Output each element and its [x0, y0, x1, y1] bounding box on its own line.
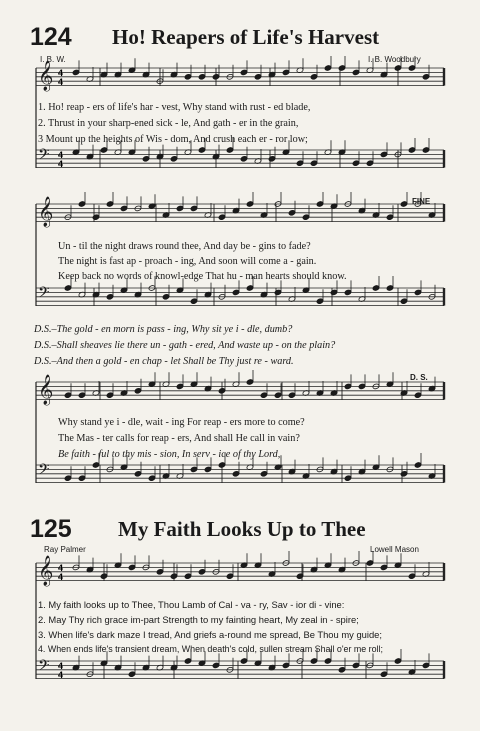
staff — [36, 192, 444, 228]
staff — [36, 551, 444, 587]
lyric-line: The Mas - ter calls for reap - ers, And shall He call in vain? — [58, 433, 300, 444]
lyric-line: Keep back no words of knowl-edge That hu - man hearts should know. — [58, 271, 347, 282]
hymn-number: 125 — [30, 515, 72, 543]
treble-clef-icon: 𝄞 — [38, 197, 54, 227]
time-signature: 4 — [58, 670, 64, 680]
time-signature: 4 — [58, 150, 64, 160]
lyric-line: 1. My faith looks up to Thee, Thou Lamb of Cal - va - ry, Sav - ior di - vine: — [38, 599, 345, 610]
hymn-number: 124 — [30, 23, 72, 51]
ds-marker: D. S. — [410, 373, 428, 382]
lyric-line: 3. When life's dark maze I tread, And griefs a-round me spread, Be Thou my guide; — [38, 629, 382, 640]
words-credit: I. B. W. — [40, 55, 66, 64]
lyric-line: 2. Thrust in your sharp-ened sick - le, And gath - er in the grain, — [38, 118, 299, 129]
time-signature: 4 — [58, 661, 64, 671]
lyric-line: 1. Ho! reap - ers of life's har - vest, Why stand with rust - ed blade, — [38, 102, 311, 113]
ds-lyric-line: D.S.–Shall sheaves lie there un - gath - ered, And waste up - on the plain? — [34, 340, 336, 351]
time-signature: 4 — [58, 563, 64, 573]
hymn-title: Ho! Reapers of Life's Harvest — [112, 25, 380, 49]
music-credit: Lowell Mason — [370, 545, 419, 554]
treble-clef-icon: 𝄞 — [38, 61, 54, 91]
lyric-line: Un - til the night draws round thee, And day be - gins to fade? — [58, 241, 311, 252]
time-signature: 4 — [58, 68, 64, 78]
fine-marker: FINE — [412, 197, 431, 206]
lyric-line: 3 Mount up the heights of Wis - dom, And crush each er - ror low; — [38, 134, 308, 145]
bass-clef-icon: 𝄢 — [38, 146, 50, 167]
bass-clef-icon: 𝄢 — [38, 461, 50, 482]
lyric-line: 2. May Thy rich grace im-part Strength to my fainting heart, My zeal in - spire; — [38, 614, 359, 625]
lyric-line: Why stand ye i - dle, wait - ing For reap - ers more to come? — [58, 417, 305, 428]
bass-clef-icon: 𝄢 — [38, 657, 50, 678]
hymn-title: My Faith Looks Up to Thee — [118, 517, 366, 541]
words-credit: Ray Palmer — [44, 545, 86, 554]
treble-clef-icon: 𝄞 — [38, 556, 54, 586]
time-signature: 4 — [58, 159, 64, 169]
lyric-line: Be faith - ful to thy mis - sion, In serv - ice of thy Lord, — [58, 449, 281, 460]
lyric-line: The night is fast ap - proach - ing, And soon will come a - gain. — [58, 256, 317, 267]
ds-lyric-line: D.S.–The gold - en morn is pass - ing, Why sit ye i - dle, dumb? — [34, 324, 293, 335]
ds-lyric-line: D.S.–And then a gold - en chap - let Shall be Thy just re - ward. — [34, 356, 294, 367]
music-credit: I. B. Woodbury — [368, 55, 421, 64]
time-signature: 4 — [58, 77, 64, 87]
treble-clef-icon: 𝄞 — [38, 375, 54, 405]
time-signature: 4 — [58, 572, 64, 582]
bass-clef-icon: 𝄢 — [38, 284, 50, 305]
staff — [36, 370, 444, 406]
lyric-line: 4. When ends life's transient dream, When death's cold, sullen stream Shall o'er me roll; — [38, 644, 383, 654]
